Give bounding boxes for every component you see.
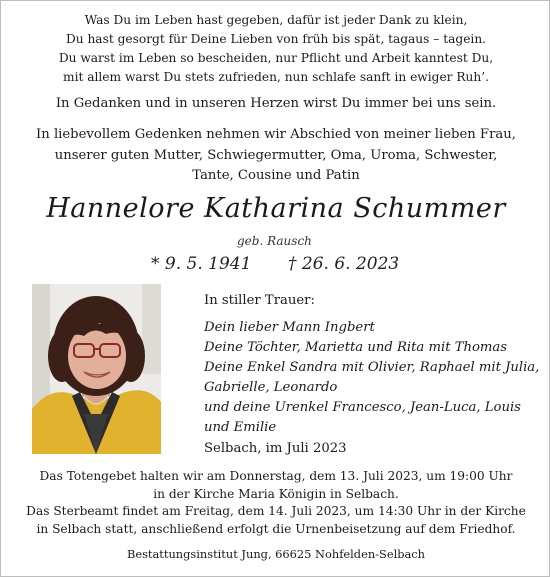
place-and-date: Selbach, im Juli 2023 (204, 441, 347, 456)
maiden-name: geb. Rausch (237, 234, 312, 248)
notice-line: in Selbach statt, anschließend erfolgt die Urnenbeisetzung auf dem Friedhof. (36, 521, 516, 536)
portrait-photo (32, 284, 161, 454)
mourners-heading: In stiller Trauer: (204, 293, 315, 308)
mourner-line: Deine Töchter, Marietta und Rita mit Thomas (204, 340, 508, 355)
poem-line: Was Du im Leben hast gegeben, dafür ist jeder Dank zu klein, (84, 13, 468, 27)
mourner-line: und Emilie (204, 420, 277, 435)
poem-line: Du warst im Leben so bescheiden, nur Pflicht und Arbeit kanntest Du, (58, 51, 494, 65)
farewell-line: Tante, Cousine und Patin (192, 168, 360, 183)
deceased-name: Hannelore Katharina Schummer (46, 193, 506, 224)
farewell-text (1, 125, 550, 187)
poem (1, 11, 550, 87)
notice-line: Das Totengebet halten wir am Donnerstag, dem 13. Juli 2023, um 19:00 Uhr (39, 469, 513, 483)
mourner-line: und deine Urenkel Francesco, Jean-Luca, Louis (204, 400, 521, 415)
death-date: † 26. 6. 2023 (288, 254, 400, 274)
remembrance-line: In Gedanken und in unseren Herzen wirst Du immer bei uns sein. (55, 96, 497, 111)
service-notices (1, 468, 550, 538)
farewell-line: unserer guten Mutter, Schwiegermutter, Oma, Uroma, Schwester, (54, 147, 498, 163)
birth-date: * 9. 5. 1941 (151, 254, 252, 274)
mourners-list (204, 291, 539, 438)
poem-line: mit allem warst Du stets zufrieden, nun schlafe sanft in ewiger Ruh’. (63, 70, 489, 84)
notice-line: in der Kirche Maria Königin in Selbach. (153, 486, 399, 501)
funeral-home: Bestattungsinstitut Jung, 66625 Nohfelden-Selbach (126, 547, 426, 561)
notice-line: Das Sterbeamt findet am Freitag, dem 14. Juli 2023, um 14:30 Uhr in der Kirche (26, 504, 526, 518)
poem-line: Du hast gesorgt für Deine Lieben von früh bis spät, tagaus – tagein. (65, 32, 487, 46)
mourner-line: Dein lieber Mann Ingbert (204, 320, 375, 335)
mourner-line: Deine Enkel Sandra mit Olivier, Raphael mit Julia, (204, 360, 540, 375)
farewell-line: In liebevollem Gedenken nehmen wir Abschied von meiner lieben Frau, (36, 127, 516, 142)
mourner-line: Gabrielle, Leonardo (204, 380, 338, 395)
